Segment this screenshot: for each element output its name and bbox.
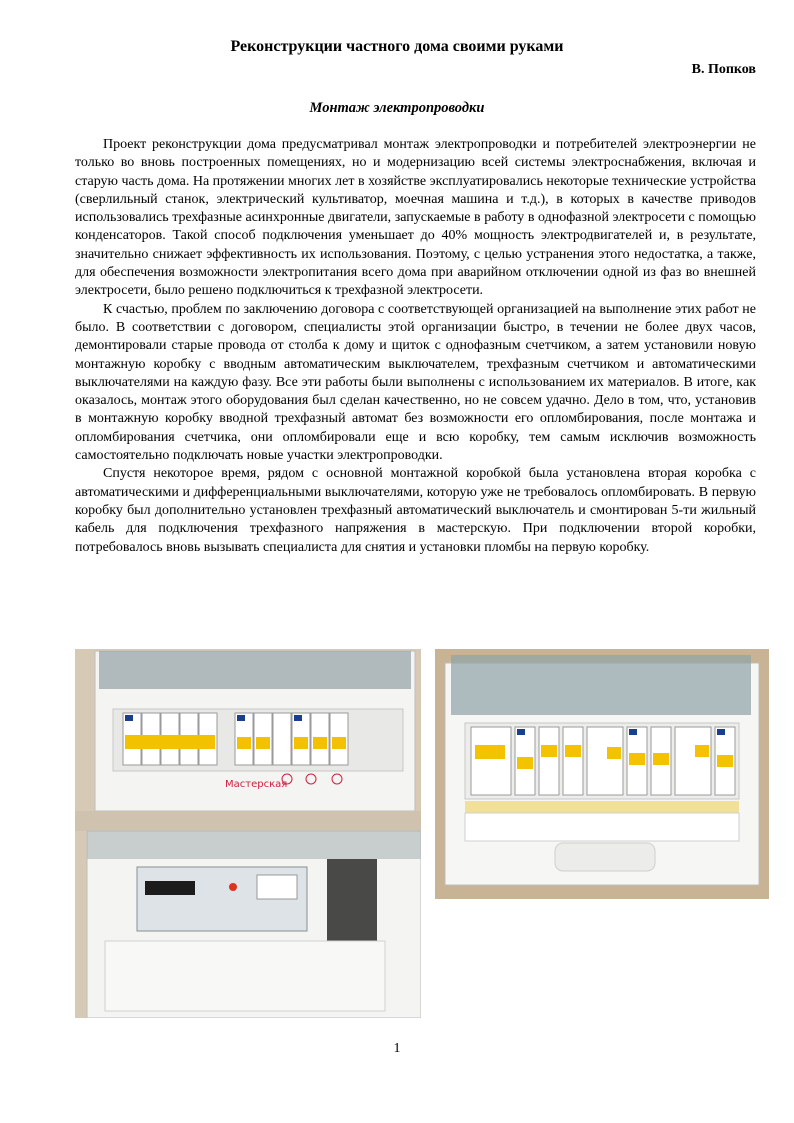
article-body <box>75 136 756 557</box>
photo1-illustration <box>75 649 421 1018</box>
handwriting-label: Мастерская <box>225 779 288 790</box>
document-title: Реконструкции частного дома своими руками <box>230 38 564 55</box>
paragraph-3: Спустя некоторое время, рядом с основной монтажной коробкой была установлена вторая коробка с автоматическими и дифференциальными выключателями, которую уже не требовалось опломбировать. В первую коробку был дополнительно установлен трехфазный автоматический выключатель и смонтирован 5-ти жильный кабель для подключения трехфазного напряжения в мастерскую. При подключении второй коробки, потребовалось вновь вызывать специалиста для снятия и установки пломбы на первую коробку. <box>75 466 756 555</box>
breaker-panel-with-meter-photo <box>75 649 421 1018</box>
section-title: Монтаж электропроводки <box>309 100 485 116</box>
page-number: 1 <box>393 1041 401 1056</box>
author-name: В. Попков <box>691 62 756 77</box>
paragraph-1: Проект реконструкции дома предусматривал монтаж электропроводки и потребителей электроэнергии не только во вновь построенных помещениях, но и модернизацию всей системы электроснабжения, включая и старую часть дома. На протяжении многих лет в хозяйстве эксплуатировались некоторые технические устройства (сверлильный станок, электрический культиватор, моечная машина и т.д.), в которых в качестве приводов использовались трехфазные асинхронные двигатели, запускаемые в работу в однофазной электросети с помощью конденсаторов. Такой способ подключения уменьшает до 40% мощность электродвигателей и, в результате, значительно снижает эффективность их использования. Поэтому, с целью устранения этого недостатка, а также, для обеспечения возможности электропитания всего дома при аварийном отключении одной из фаз во внешней электросети, было решено подключиться к трехфазной электросети. <box>75 137 756 299</box>
paragraph-2: К счастью, проблем по заключению договора с соответствующей организацией на выполнение этих работ не было. В соответствии с договором, специалисты этой организации быстро, в течении не более двух часов, демонтировали старые провода от столба к дому и щиток с однофазным счетчиком, а затем установили новую монтажную коробку с вводным автоматическим выключателем, трехфазным счетчиком и автоматическими выключателями на каждую фазу. Все эти работы были выполнены с использованием их материалов. В итоге, как оказалось, монтаж этого оборудования был сделан качественно, но не совсем удачно. Дело в том, что, установив в монтажную коробку вводной трехфазный автомат без возможности его опломбирования, после монтажа и опломбирования счетчика, они опломбировали еще и всю коробку, тем самым исключив возможность самостоятельно подключать новые участки электропроводки. <box>75 301 756 464</box>
breaker-panel-photo <box>435 649 769 899</box>
photo2-illustration <box>435 649 769 899</box>
